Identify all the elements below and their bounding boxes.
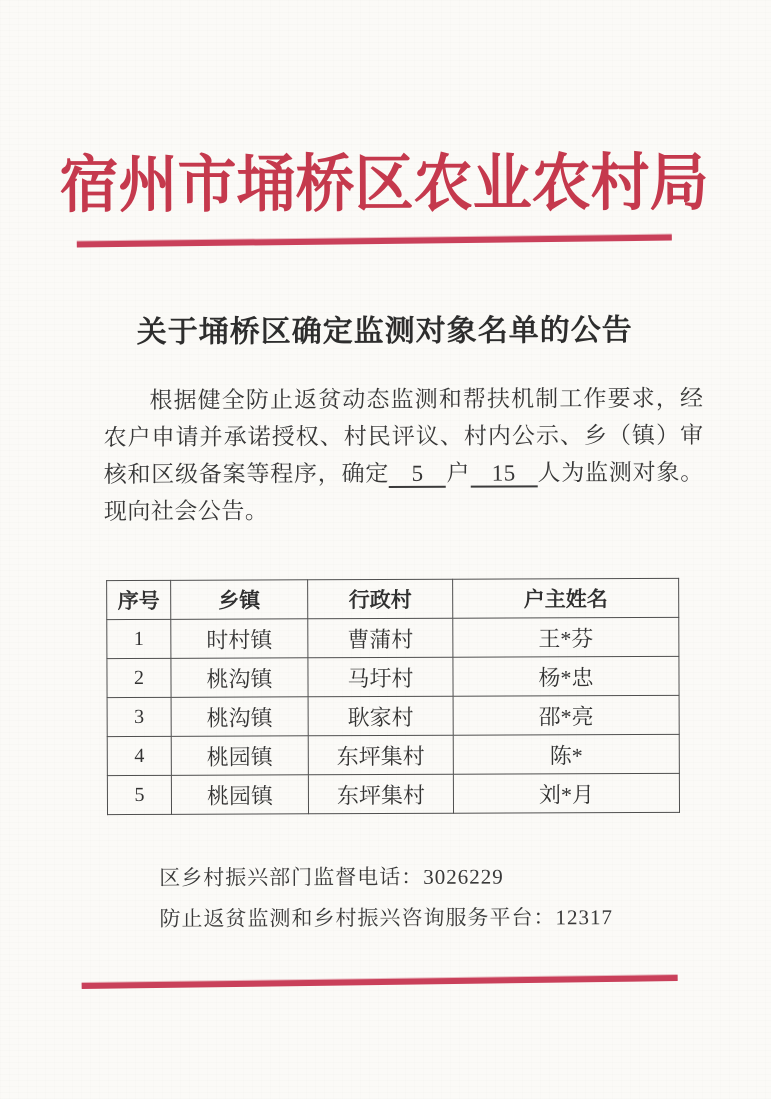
cell-village: 东坪集村 <box>308 774 453 814</box>
households-count: 5 <box>411 460 424 486</box>
cell-township: 时村镇 <box>171 619 308 659</box>
monitoring-targets-table <box>106 578 680 815</box>
households-count-blank <box>389 462 446 488</box>
cell-village: 马圩村 <box>308 657 453 697</box>
cell-serial: 4 <box>107 736 171 775</box>
col-header-serial: 序号 <box>107 580 171 619</box>
persons-count-blank <box>470 461 537 487</box>
cell-serial: 1 <box>107 619 171 658</box>
cell-township: 桃园镇 <box>171 775 308 815</box>
cell-township: 桃沟镇 <box>171 658 308 698</box>
cell-village: 耿家村 <box>308 696 453 736</box>
table-row <box>107 695 679 736</box>
cell-name: 王*芬 <box>453 617 679 657</box>
cell-name: 杨*忠 <box>453 656 679 696</box>
doc-title: 关于埇桥区确定监测对象名单的公告 <box>136 314 633 349</box>
col-header-village: 行政村 <box>308 579 453 619</box>
cell-village: 东坪集村 <box>308 735 453 775</box>
col-header-township: 乡镇 <box>171 580 308 620</box>
table-header-row <box>107 578 679 619</box>
body-part2: 人为监测对象。现向社会公告。 <box>103 459 704 525</box>
supervision-phone-line: 区乡村振兴部门监督电话：3026229 <box>159 864 504 890</box>
cell-name: 刘*月 <box>453 773 679 813</box>
persons-count: 15 <box>491 460 516 486</box>
cell-township: 桃沟镇 <box>171 697 308 737</box>
contact-info <box>159 863 613 933</box>
cell-name: 陈* <box>453 734 679 774</box>
consult-platform-line: 防止返贫监测和乡村振兴咨询服务平台：12317 <box>159 905 613 931</box>
cell-serial: 5 <box>107 775 171 814</box>
cell-name: 邵*亮 <box>453 695 679 735</box>
table-row <box>107 773 679 814</box>
table-row <box>107 734 679 775</box>
cell-village: 曹蒲村 <box>308 618 453 658</box>
letterhead-org-name: 宿州市埇桥区农业农村局 <box>59 147 709 221</box>
cell-serial: 2 <box>107 658 171 697</box>
table-row <box>107 617 679 658</box>
footer-divider-rule <box>82 975 678 989</box>
cell-township: 桃园镇 <box>171 736 308 776</box>
cell-serial: 3 <box>107 697 171 736</box>
col-header-head-of-household: 户主姓名 <box>453 578 679 618</box>
letterhead-divider-rule <box>77 235 672 248</box>
notice-body-paragraph <box>103 380 704 530</box>
body-unit-between: 户 <box>446 460 471 486</box>
body-part1: 根据健全防止返贫动态监测和帮扶机制工作要求，经农户申请并承诺授权、村民评议、村内公示、乡（镇）审核和区级备案等程序，确定 <box>103 385 704 488</box>
table-row <box>107 656 679 697</box>
